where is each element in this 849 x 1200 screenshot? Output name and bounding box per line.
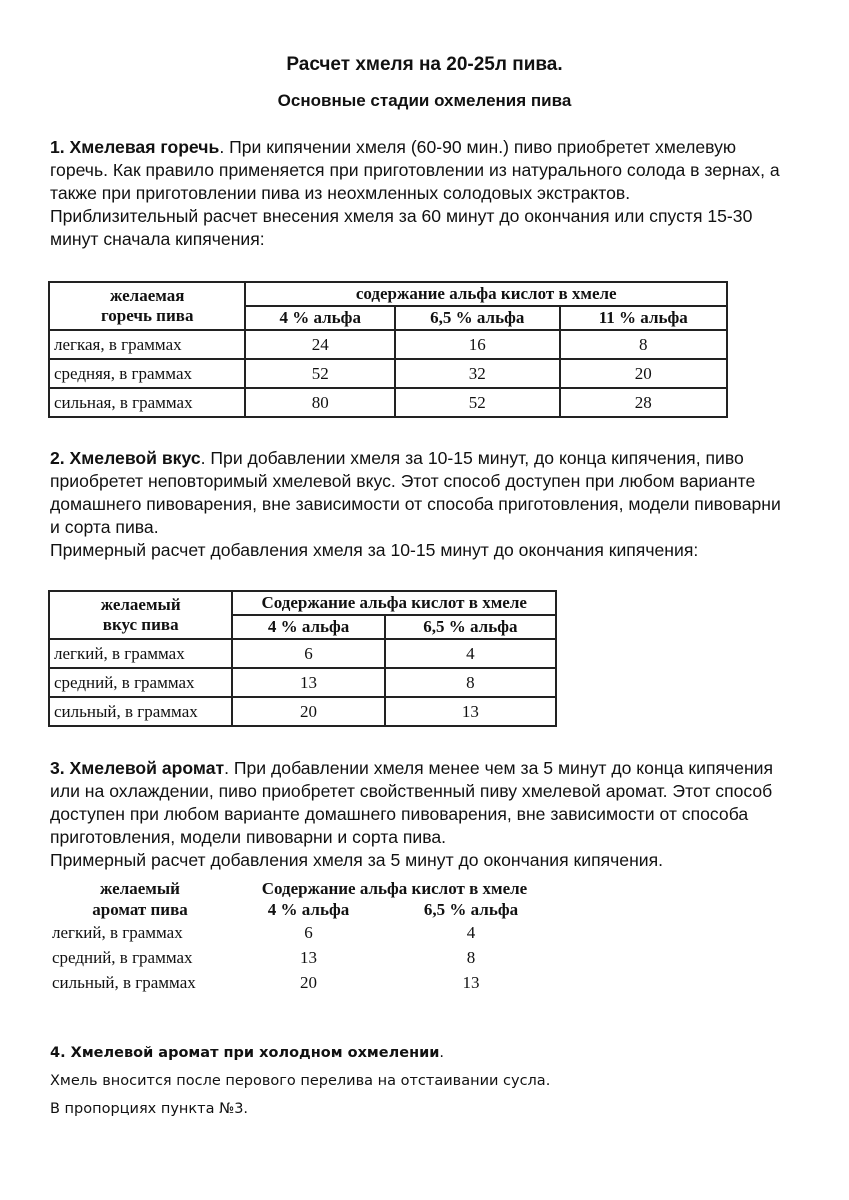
row-header-2: аромат пива (92, 899, 188, 919)
section-2-body: . При добавлении хмеля за 10-15 минут, до конца кипячения, пиво приобретет неповторимый хмелевой вкус. Этот способ доступен при любом варианте домашнего пивоварения, вне зависимости от способа приготовления, модели пивоварни и сорта пива. (50, 448, 781, 537)
table-row: средняя, в граммах 52 32 20 (49, 359, 727, 388)
section-3-text (50, 757, 790, 872)
table-row: легкий, в граммах 6 4 (49, 639, 556, 668)
page-subtitle: Основные стадии охмеления пива (277, 91, 572, 110)
table-row: сильная, в граммах 80 52 28 (49, 388, 727, 417)
section-1-heading: 1. Хмелевая горечь (50, 137, 220, 157)
column-header: 4 % альфа (245, 306, 395, 330)
section-3-body: . При добавлении хмеля менее чем за 5 минут до конца кипячения или на охлаждении, пиво приобретет свойственный пиву хмелевой аромат. Этот способ доступен при любом варианте домашнего пивоварения, вне зависимости от способа приготовления, модели пивоварни и сорта пива. (50, 758, 774, 847)
section-2-text (50, 447, 790, 562)
section-1-body: . При кипячении хмеля (60-90 мин.) пиво приобретет хмелевую горечь. Как правило применяется при приготовлении из натурального солода в зернах, а также при приготовлении пива из неохмленных солодовых экстрактов. (50, 137, 780, 203)
table-row: легкий, в граммах 6 4 (52, 922, 476, 942)
table-row: сильный, в граммах 20 13 (52, 972, 480, 992)
column-header: 4 % альфа (267, 899, 350, 919)
section-3-note: Примерный расчет добавления хмеля за 5 минут до окончания кипячения. (50, 850, 664, 870)
section-4-heading: 4. Хмелевой аромат при холодном охмелении (50, 1045, 440, 1061)
row-header-1: желаемый (100, 878, 180, 898)
column-header: 6,5 % альфа (423, 899, 519, 919)
table-row: средний, в граммах 13 8 (49, 668, 556, 697)
table-row: сильный, в граммах 20 13 (49, 697, 556, 726)
column-header: 4 % альфа (232, 615, 384, 639)
section-4-line-2: В пропорциях пункта №3. (50, 1101, 249, 1117)
column-header: 11 % альфа (560, 306, 728, 330)
flavor-table (48, 590, 557, 727)
row-header: желаемый вкус пива (49, 591, 232, 639)
bitterness-table (48, 281, 728, 418)
row-header: желаемая горечь пива (49, 282, 245, 330)
section-1-note: Приблизительный расчет внесения хмеля за 60 минут до окончания или спустя 15-30 минут сначала кипячения: (50, 206, 753, 249)
section-2-note: Примерный расчет добавления хмеля за 10-15 минут до окончания кипячения: (50, 540, 699, 560)
table-row: средний, в граммах 13 8 (52, 947, 476, 967)
section-4-line-1: Хмель вносится после перового перелива на отстаивании сусла. (50, 1073, 551, 1089)
column-header: 6,5 % альфа (395, 306, 559, 330)
table-row: легкая, в граммах 24 16 8 (49, 330, 727, 359)
section-1-text (50, 136, 790, 251)
group-header: содержание альфа кислот в хмеле (245, 282, 727, 306)
group-header: Содержание альфа кислот в хмеле (232, 591, 556, 615)
aroma-table (48, 878, 557, 995)
section-4-heading-line: 4. Хмелевой аромат при холодном охмелении. (50, 1045, 445, 1061)
section-3-heading: 3. Хмелевой аромат (50, 758, 225, 778)
page-title: Расчет хмеля на 20-25л пива. (286, 54, 563, 75)
column-header: 6,5 % альфа (385, 615, 556, 639)
group-header: Содержание альфа кислот в хмеле (261, 878, 528, 898)
section-2-heading: 2. Хмелевой вкус (50, 448, 201, 468)
